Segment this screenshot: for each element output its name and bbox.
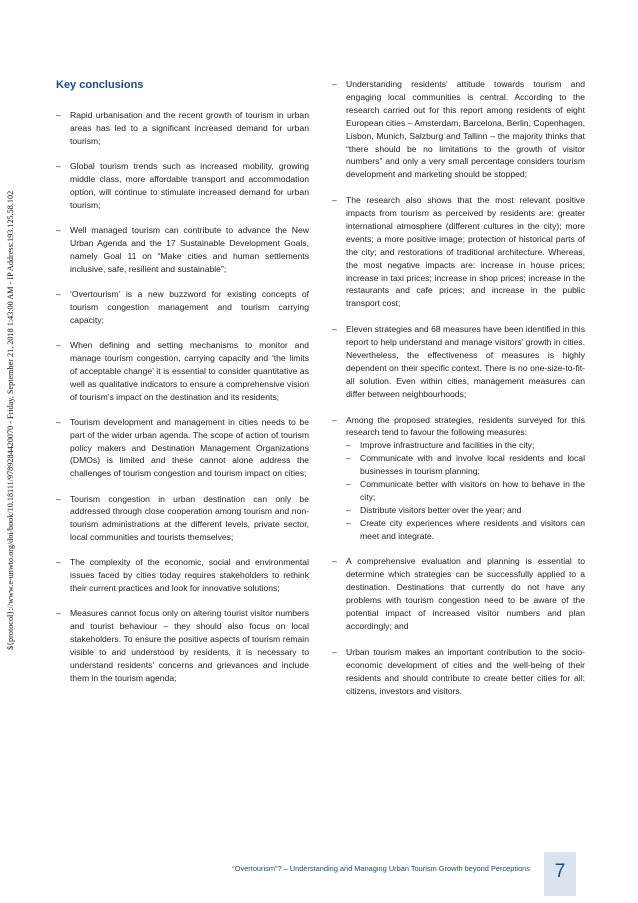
- conclusion-item: [332, 194, 585, 310]
- strategy-sub-item: [346, 517, 585, 543]
- conclusion-text: Global tourism trends such as increased mobility, growing middle class, more affordable transport and accommodation option, will continue to stimulate increased demand for urban tourism;: [70, 161, 309, 210]
- bullet-dash: –: [346, 453, 351, 464]
- conclusion-item: [56, 339, 309, 404]
- conclusion-item: [56, 493, 309, 545]
- conclusion-text: The complexity of the economic, social and environmental issues faced by cities today requires stakeholders to rethink their current practices and look for innovative solutions;: [70, 557, 309, 594]
- bullet-dash: –: [332, 556, 337, 567]
- conclusion-text: Rapid urbanisation and the recent growth of tourism in urban areas has led to a significant increased demand for urban tourism;: [70, 110, 309, 146]
- strategy-sub-item: [346, 478, 585, 504]
- bullet-dash: –: [56, 161, 61, 172]
- bullet-dash: –: [56, 224, 61, 235]
- bullet-dash: –: [332, 324, 337, 335]
- side-access-text: ${protocol}://www.e-unwto.org/doi/book/10.18111/9789284420070 - Friday, September 21, 2018 1:43:00 AM - IP Address:193.125.58.102: [6, 190, 15, 650]
- conclusion-item: [56, 556, 309, 595]
- strategy-sub-item: [346, 439, 585, 452]
- bullet-dash: –: [56, 288, 61, 299]
- bullet-dash: –: [346, 440, 351, 451]
- bullet-dash: –: [346, 504, 351, 515]
- strategies-sub-list: [346, 439, 585, 542]
- bullet-dash: –: [56, 493, 61, 504]
- strategy-sub-text: Improve infrastructure and facilities in the city;: [360, 440, 535, 451]
- bullet-dash: –: [332, 646, 337, 657]
- right-conclusions-list-end: [332, 555, 585, 697]
- bullet-dash: –: [332, 414, 337, 425]
- conclusion-item: [332, 555, 585, 632]
- strategy-sub-item: [346, 504, 585, 517]
- conclusion-item: [332, 323, 585, 400]
- conclusion-text: Well managed tourism can contribute to advance the New Urban Agenda and the 17 Sustainable Development Goals, namely Goal 11 on “Make cities and human settlements inclusive, safe, resilient and sustainable”;: [70, 224, 309, 274]
- conclusion-text: Tourism congestion in urban destination can only be addressed through close cooperation among tourism and non-tourism administrations at the different levels, private sector, local communities and tourists themselves;: [70, 493, 309, 543]
- conclusion-item: [56, 160, 309, 212]
- conclusion-item: [56, 109, 309, 148]
- strategies-item: [332, 414, 585, 543]
- conclusion-item: [332, 646, 585, 698]
- conclusion-text: The research also shows that the most relevant positive impacts from tourism as perceived by residents are: greater international atmosphere (different cultures in the city); more events; a more positive image; protection of historical parts of the city; and restorations of traditional architecture. Whereas, the most negative impacts are: increase in house prices; increase in taxi prices; increase in shop prices; increase in the restaurants and cafe prices; and increase in the public transport cost;: [346, 195, 585, 309]
- strategies-intro: Among the proposed strategies, residents surveyed for this research tend to favour the following measures:: [346, 414, 585, 438]
- bullet-dash: –: [56, 416, 61, 427]
- right-column: [332, 78, 585, 710]
- section-heading: Key conclusions: [56, 79, 144, 91]
- page-number: 7: [554, 861, 566, 882]
- page-number-box: [544, 852, 576, 896]
- conclusion-text: ‘Overtourism’ is a new buzzword for existing concepts of tourism congestion management and tourism carrying capacity;: [70, 288, 309, 325]
- bullet-dash: –: [346, 479, 351, 490]
- bullet-dash: –: [332, 195, 337, 206]
- bullet-dash: –: [56, 557, 61, 568]
- left-column: [56, 78, 309, 697]
- conclusion-text: Eleven strategies and 68 measures have been identified in this report to help understand and manage visitors’ growth in cities. Nevertheless, the effectiveness of measures is highly dependent on their specific context. There is no one-size-to-fit-all solution. Even within cities, management measures can differ between neighbourhoods;: [346, 324, 585, 399]
- conclusion-item: [56, 288, 309, 327]
- conclusion-item: [332, 78, 585, 181]
- running-footer: “Overtourism”? – Understanding and Managing Urban Tourism Growth beyond Perceptions: [232, 864, 530, 873]
- conclusion-text: A comprehensive evaluation and planning is essential to determine which strategies can be successfully applied to a destination. Destinations that currently do not have any problems with tourism congestion need to be aware of the potential impact of increased visitor numbers and plan accordingly; and: [346, 556, 585, 631]
- strategy-sub-text: Communicate better with visitors on how to behave in the city;: [360, 479, 585, 502]
- bullet-dash: –: [56, 339, 61, 350]
- left-conclusions-list: [56, 109, 309, 685]
- conclusion-item: [56, 416, 309, 481]
- right-conclusions-list: [332, 78, 585, 401]
- strategy-sub-text: Communicate with and involve local residents and local businesses in tourism planning;: [360, 453, 585, 477]
- conclusion-text: Tourism development and management in cities needs to be part of the wider urban agenda. The scope of action of tourism policy makers and Destination Management Organizations (DMOs) is limited and these cannot alone address the challenges of tourism congestion and tourism impact on cities;: [70, 416, 309, 479]
- conclusion-item: [56, 607, 309, 684]
- bullet-dash: –: [332, 79, 337, 89]
- conclusion-text: Measures cannot focus only on altering tourist visitor numbers and tourist behaviour – they should also focus on local stakeholders. To ensure the positive aspects of tourism remain visible to and understood by residents, it is necessary to understand residents’ concerns and grievances and include them in the tourism agenda;: [70, 608, 309, 683]
- strategy-sub-text: Distribute visitors better over the year; and: [360, 504, 522, 515]
- conclusion-text: Understanding residents’ attitude towards tourism and engaging local communities is central. According to the research carried out for this report among residents of eight European cities – Amsterdam, Barcelona, Berlin, Copenhagen, Lisbon, Munich, Salzburg and Tallinn – the majority thinks that “there should be no limitations to the growth of visitor numbers” and only a very small percentage considers tourism development and marketing should be stopped;: [346, 79, 585, 180]
- conclusion-text: Urban tourism makes an important contribution to the socio-economic development of cities and the well-being of their residents and should contribute to create better cities for all: citizens, investors and visitors.: [346, 646, 585, 696]
- bullet-dash: –: [346, 517, 351, 528]
- bullet-dash: –: [56, 110, 61, 120]
- conclusion-text: When defining and setting mechanisms to monitor and manage tourism congestion, carrying capacity and ‘the limits of acceptable change’ it is essential to consider quantitative as well as qualitative indicators to ensure a comprehensive vision of tourism’s impact on the destination and its residents;: [70, 339, 309, 402]
- side-access-stamp: [2, 170, 16, 650]
- bullet-dash: –: [56, 608, 61, 619]
- conclusion-item: [56, 224, 309, 276]
- strategy-sub-text: Create city experiences where residents and visitors can meet and integrate.: [360, 517, 585, 541]
- strategy-sub-item: [346, 452, 585, 478]
